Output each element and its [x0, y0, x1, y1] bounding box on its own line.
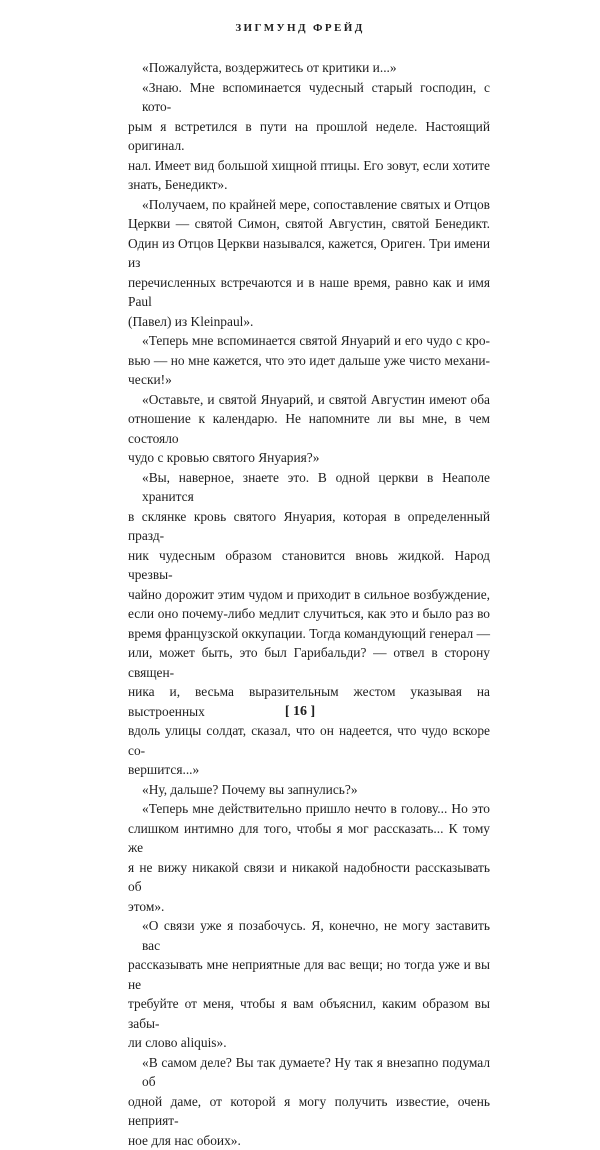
- text-line: слишком интимно для того, чтобы я мог рассказать... К тому же: [128, 819, 490, 858]
- text-line: «Вы, наверное, знаете это. В одной церкви в Неаполе хранится: [128, 468, 490, 507]
- paragraph: [128, 78, 490, 195]
- paragraph: [128, 1053, 490, 1150]
- text-line: ника и, весьма выразительным жестом указывая на выстроенных: [128, 682, 490, 721]
- text-line: в склянке кровь святого Януария, которая в определенный празд-: [128, 507, 490, 546]
- text-line: вершится...»: [128, 760, 490, 780]
- text-line: «О связи уже я позабочусь. Я, конечно, не могу заставить вас: [128, 916, 490, 955]
- text-line: время французской оккупации. Тогда командующий генерал —: [128, 624, 490, 644]
- text-line: вью — но мне кажется, что это идет дальше уже чисто механи-: [128, 351, 490, 371]
- text-line: требуйте от меня, чтобы я вам объяснил, каким образом вы забы-: [128, 994, 490, 1033]
- text-line: я не вижу никакой связи и никакой надобности рассказывать об: [128, 858, 490, 897]
- text-line: «Оставьте, и святой Януарий, и святой Августин имеют оба: [128, 390, 490, 410]
- text-line: чайно дорожит этим чудом и приходит в сильное возбуждение,: [128, 585, 490, 605]
- paragraph: [128, 799, 490, 916]
- paragraph: [128, 195, 490, 332]
- page-number: [ 16 ]: [0, 704, 600, 720]
- text-line: «Знаю. Мне вспоминается чудесный старый господин, с кото-: [128, 78, 490, 117]
- text-line: чудо с кровью святого Януария?»: [128, 448, 490, 468]
- text-line: рассказывать мне неприятные для вас вещи; но тогда уже и вы не: [128, 955, 490, 994]
- text-line: «Теперь мне вспоминается святой Януарий и его чудо с кро-: [128, 331, 490, 351]
- text-line: вдоль улицы солдат, сказал, что он надеется, что чудо вскоре со-: [128, 721, 490, 760]
- paragraph: [128, 58, 490, 78]
- paragraph: [128, 916, 490, 1053]
- paragraph: [128, 331, 490, 390]
- text-line: если оно почему-либо медлит случиться, как это и было раз во: [128, 604, 490, 624]
- paragraph: [128, 468, 490, 780]
- paragraph: [128, 390, 490, 468]
- text-line: рым я встретился в пути на прошлой неделе. Настоящий оригинал.: [128, 117, 490, 156]
- text-line: отношение к календарю. Не напомните ли вы мне, в чем состояло: [128, 409, 490, 448]
- text-line: «Пожалуйста, воздержитесь от критики и...»: [128, 58, 490, 78]
- text-line: «Получаем, по крайней мере, сопоставление святых и Отцов: [128, 195, 490, 215]
- text-line: ник чудесным образом становится вновь жидкой. Народ чрезвы-: [128, 546, 490, 585]
- text-line: «В самом деле? Вы так думаете? Ну так я внезапно подумал об: [128, 1053, 490, 1092]
- text-line: или, может быть, это был Гарибальди? — отвел в сторону священ-: [128, 643, 490, 682]
- text-line: этом».: [128, 897, 490, 917]
- text-line: Один из Отцов Церкви назывался, кажется, Ориген. Три имени из: [128, 234, 490, 273]
- text-line: чески!»: [128, 370, 490, 390]
- text-line: Церкви — святой Симон, святой Августин, святой Бенедикт.: [128, 214, 490, 234]
- body-text: [128, 58, 490, 1150]
- text-line: нал. Имеет вид большой хищной птицы. Его зовут, если хотите: [128, 156, 490, 176]
- paragraph: [128, 780, 490, 800]
- text-line: знать, Бенедикт».: [128, 175, 490, 195]
- text-line: одной даме, от которой я могу получить известие, очень неприят-: [128, 1092, 490, 1131]
- text-line: ли слово aliquis».: [128, 1033, 490, 1053]
- running-title: ЗИГМУНД ФРЕЙД: [0, 22, 600, 34]
- text-line: «Теперь мне действительно пришло нечто в голову... Но это: [128, 799, 490, 819]
- text-line: перечисленных встречаются и в наше время, равно как и имя Paul: [128, 273, 490, 312]
- text-line: ное для нас обоих».: [128, 1131, 490, 1150]
- text-line: (Павел) из Kleinpaul».: [128, 312, 490, 332]
- text-line: «Ну, дальше? Почему вы запнулись?»: [128, 780, 490, 800]
